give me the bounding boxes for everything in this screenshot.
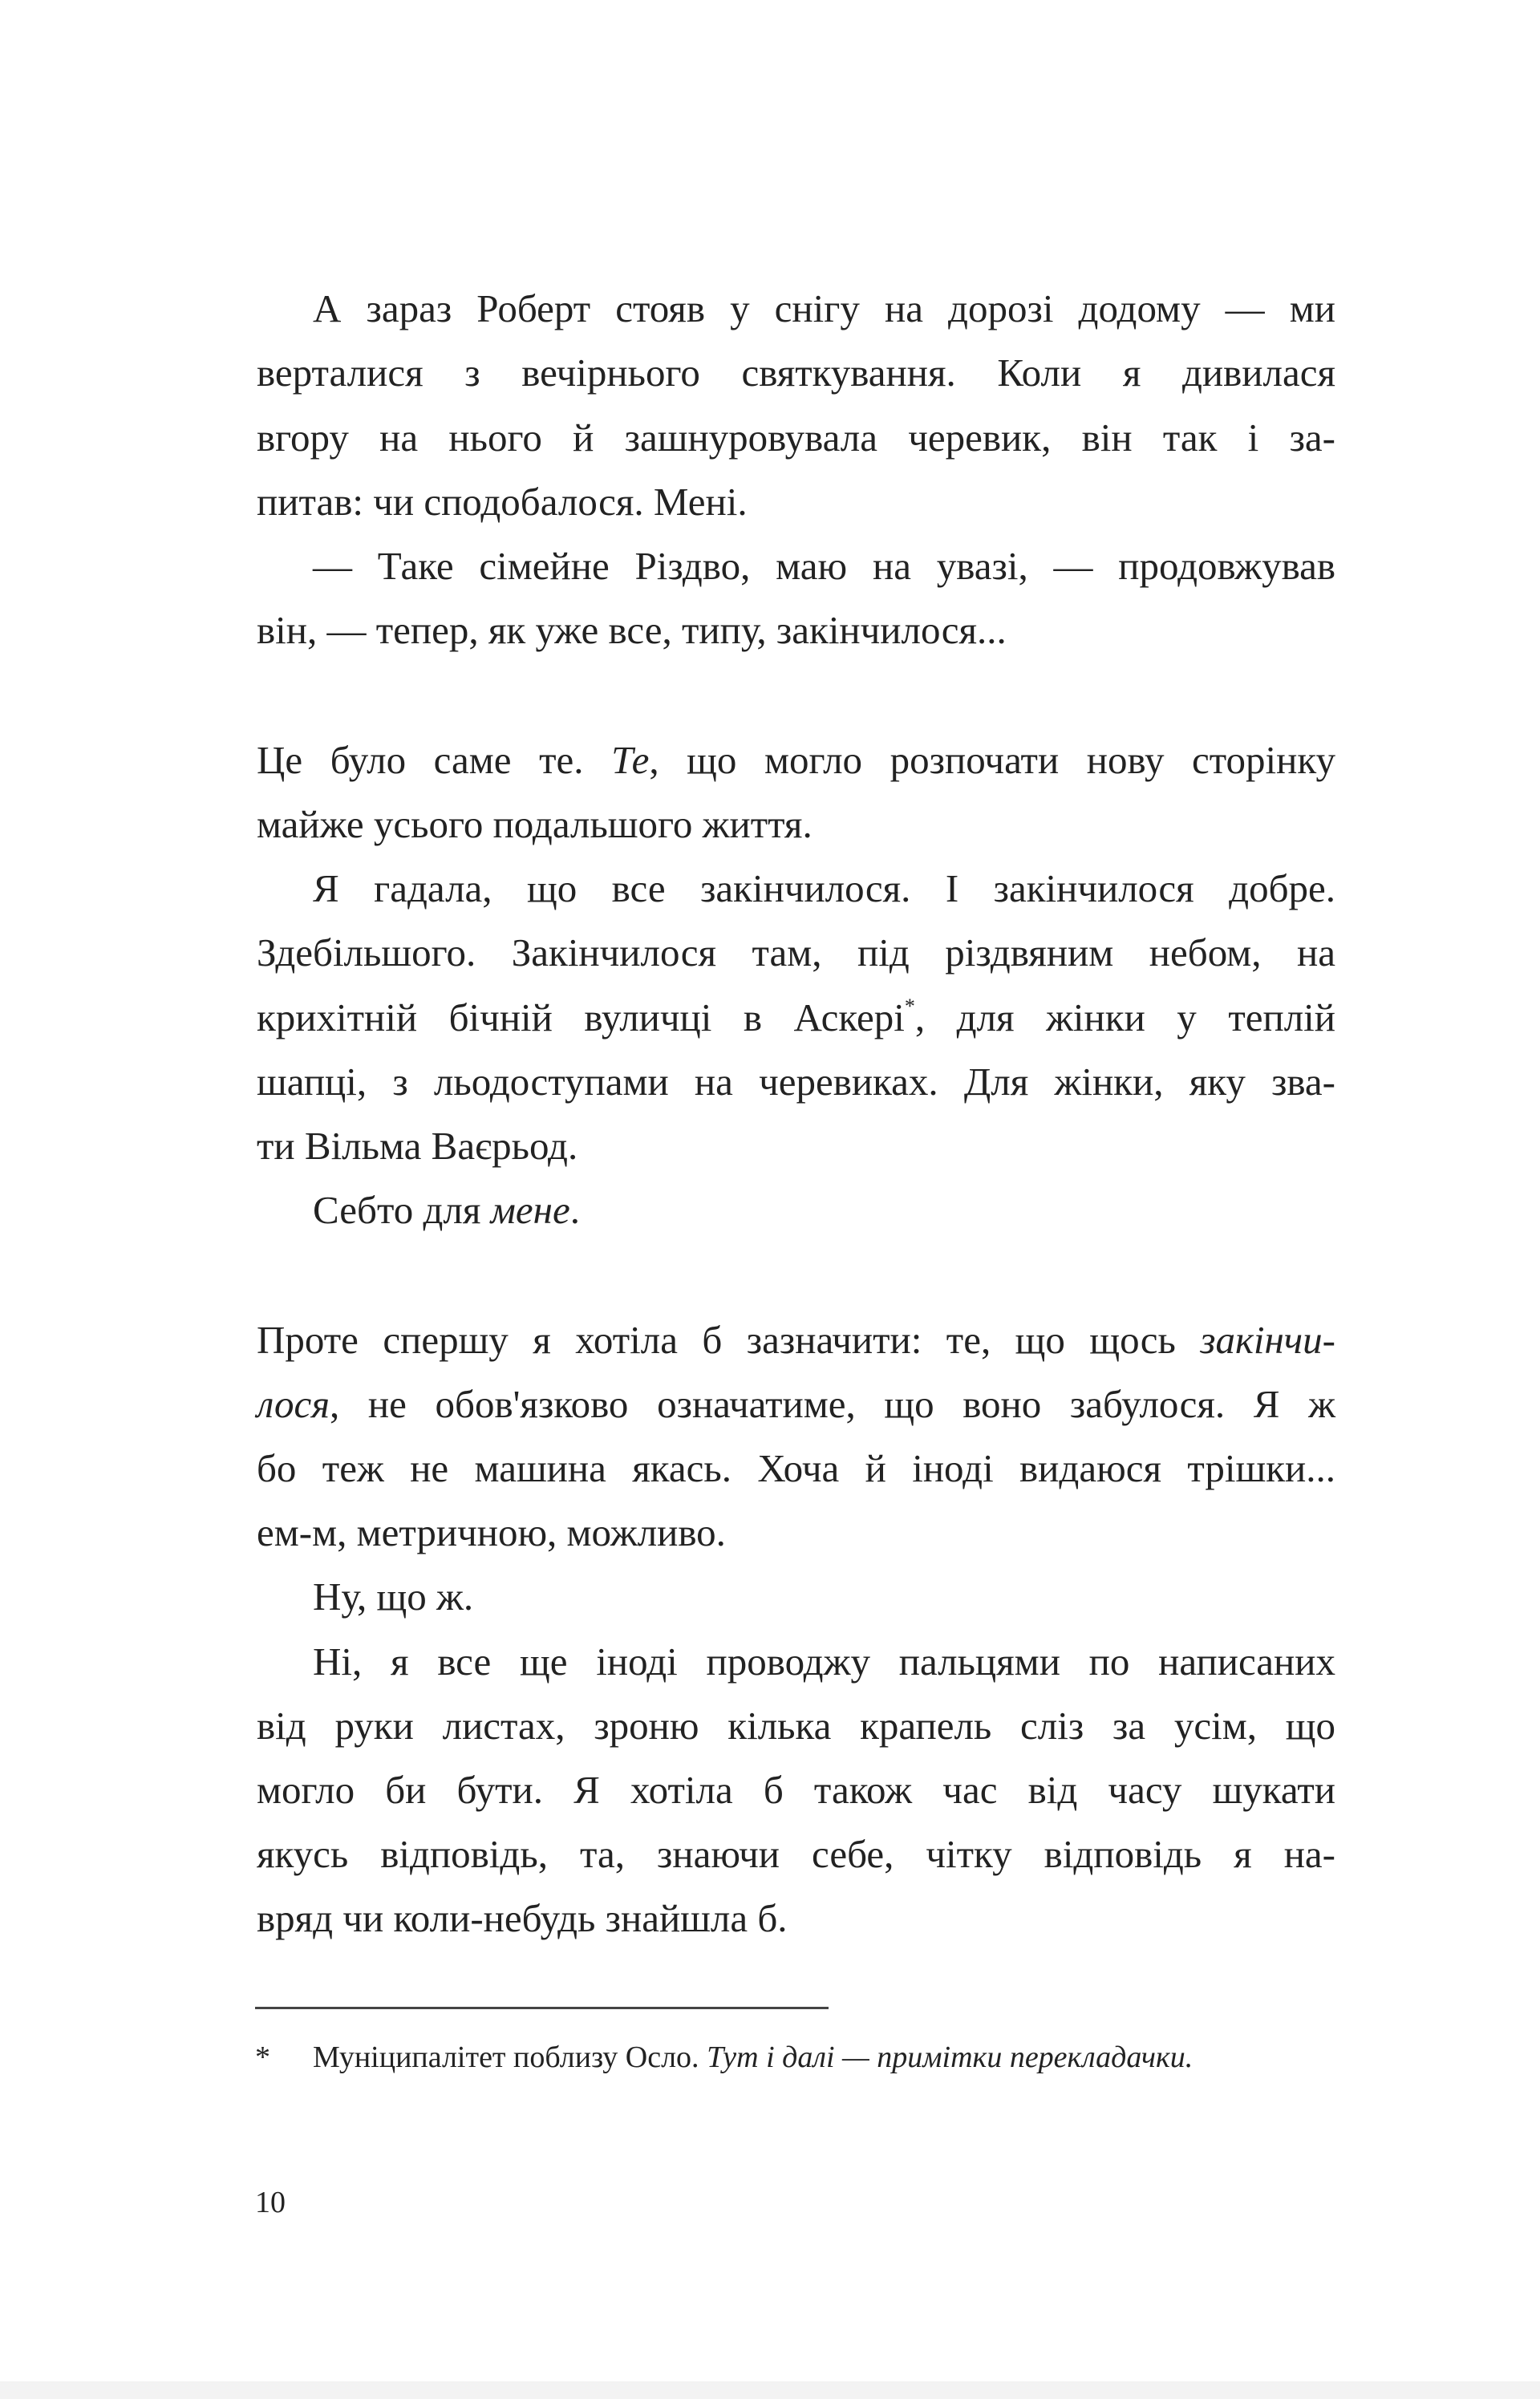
text-line [257, 728, 1335, 792]
text-line [257, 1308, 1335, 1372]
text-run: . [569, 1188, 580, 1232]
text-run: Ні, я все ще іноді проводжу пальцями по написаних [313, 1639, 1335, 1684]
italic-run: Те [611, 738, 650, 782]
text-line [257, 598, 1335, 663]
text-run: він, — тепер, як уже все, типу, закінчилося... [257, 608, 1007, 652]
text-run: А зараз Роберт стояв у снігу на дорозі додому — ми [313, 286, 1335, 330]
text-line [257, 1886, 1335, 1951]
italic-run: закінчи- [1200, 1318, 1335, 1362]
text-run: майже усього подальшого життя. [257, 802, 813, 846]
text-line [257, 1437, 1335, 1501]
text-line [257, 1114, 1335, 1178]
text-run: шапці, з льодоступами на черевиках. Для жінки, яку зва- [257, 1060, 1335, 1104]
text-run: верталися з вечірнього святкування. Коли я дивилася [257, 351, 1335, 395]
text-run: — Таке сімейне Різдво, маю на увазі, — продовжував [313, 544, 1335, 588]
text-run: Я гадала, що все закінчилося. І закінчилося добре. [313, 866, 1335, 910]
text-line [257, 921, 1335, 985]
text-run: вгору на нього й зашнуровувала черевик, він так і за- [257, 415, 1335, 460]
text-line [313, 1178, 1335, 1242]
text-run: крихітній бічній вуличці в Аскері [257, 995, 905, 1039]
text-run: вряд чи коли-небудь знайшла б. [257, 1896, 788, 1940]
text-line [257, 792, 1335, 857]
text-run: Себто для [313, 1188, 491, 1232]
text-line [257, 406, 1335, 470]
text-line [257, 1501, 1335, 1565]
text-line [313, 857, 1335, 921]
text-run: бо теж не машина якась. Хоча й іноді видаюся трішки... [257, 1446, 1335, 1490]
text-line [313, 277, 1335, 341]
footnote-text-regular: Муніципалітет поблизу Осло. [313, 2040, 707, 2074]
footnote-reference: * [904, 995, 915, 1018]
text-line [257, 986, 1335, 1050]
text-run: від руки листах, зроню кілька крапель сліз за усім, що [257, 1704, 1335, 1748]
text-run: Це було саме те. [257, 738, 612, 782]
text-run: якусь відповідь, та, знаючи себе, чітку відповідь я на- [257, 1832, 1335, 1876]
text-run: , для жінки у теплій [914, 995, 1335, 1039]
text-run: Проте спершу я хотіла б зазначити: те, що щось [257, 1318, 1201, 1362]
footnote-mark: * [255, 2040, 270, 2074]
text-line [313, 534, 1335, 598]
text-line [257, 1694, 1335, 1758]
text-run: , не обов'язково означатиме, що воно забулося. Я ж [330, 1382, 1335, 1426]
footnote-divider [255, 2007, 829, 2009]
text-line [257, 341, 1335, 405]
footnote-text-italic: Тут і далі — примітки перекладачки. [707, 2040, 1194, 2074]
text-run: Здебільшого. Закінчилося там, під різдвяним небом, на [257, 930, 1335, 975]
text-run: ти Вільма Ваєрьод. [257, 1124, 578, 1168]
text-run: ем-м, метричною, можливо. [257, 1510, 726, 1554]
bottom-edge [0, 2381, 1540, 2399]
text-run: могло би бути. Я хотіла б також час від часу шукати [257, 1768, 1335, 1812]
text-line [257, 1372, 1335, 1437]
footnote-text [313, 2041, 1193, 2073]
italic-run: лося [257, 1382, 330, 1426]
text-line [257, 1050, 1335, 1114]
text-line [313, 1565, 1335, 1629]
text-run: Ну, що ж. [313, 1574, 474, 1619]
italic-run: мене [490, 1188, 570, 1232]
page-number: 10 [255, 2186, 286, 2219]
text-line [313, 1630, 1335, 1694]
text-run: , що могло розпочати нову сторінку [649, 738, 1335, 782]
text-line [257, 470, 1335, 534]
text-line [257, 1822, 1335, 1886]
text-run: питав: чи сподобалося. Мені. [257, 480, 748, 524]
text-line [257, 1758, 1335, 1822]
